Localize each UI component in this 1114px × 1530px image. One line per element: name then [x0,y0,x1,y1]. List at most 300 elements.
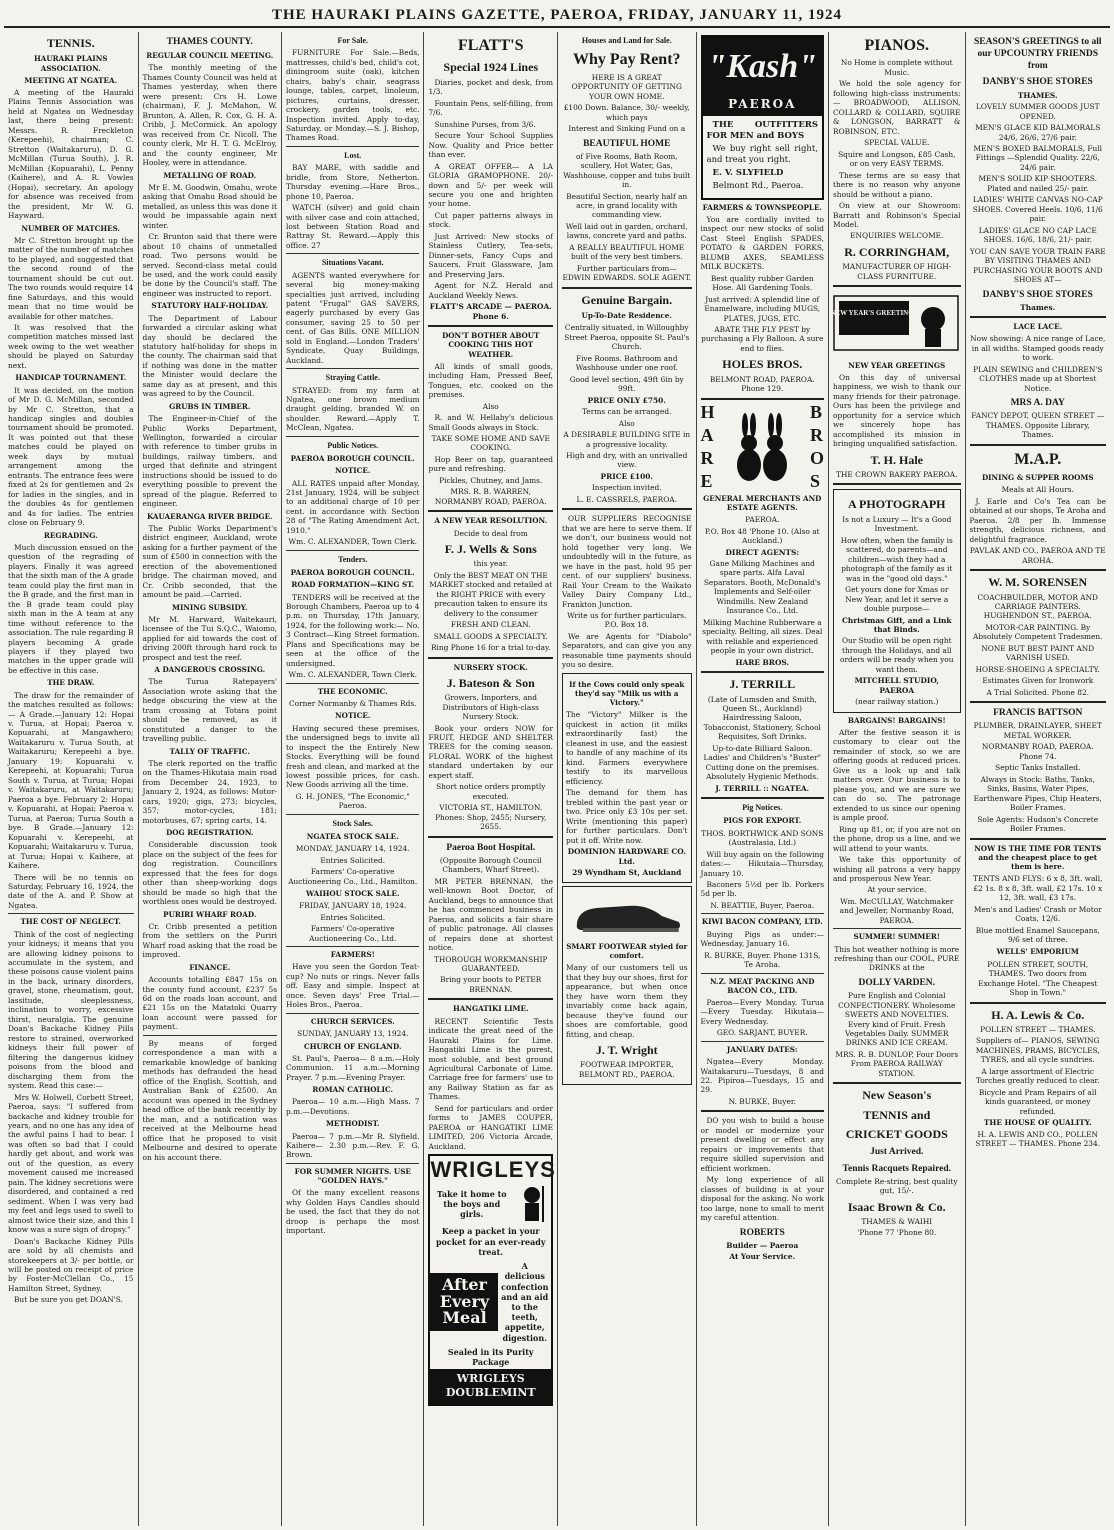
wrigleys-ad [428,1154,556,1405]
new-season: New Season's [862,1088,932,1103]
photograph-ad [833,489,961,712]
text: ENQUIRIES WELCOME. [850,231,944,241]
column-8 [966,32,1110,1526]
text: Ring up 81, or, if you are not on the phone, drop us a line, and we will attend to your wants. [833,824,961,853]
danbys-name: DANBY'S SHOE STORES [982,77,1093,88]
text: Ngatea—Every Monday. Waitakaruru—Tuesdays, 8 and 22. Pipiroa—Tuesdays, 15 and 29. [700,1057,825,1095]
thames-county-heading: THAMES COUNTY. [166,37,253,47]
divider [970,569,1106,571]
divider [143,1035,277,1036]
divider [286,1163,419,1164]
text: The demand for them has trebled within the past year or two. Price only £3 10s per set. Write (mentioning this paper) for further particulars. Don't put it off. Write now. [566,788,688,845]
dolly-varden: DOLLY VARDEN. [858,977,936,988]
divider [701,913,825,914]
houses-heading: Houses and Land for Sale. [581,36,672,45]
text: This hot weather nothing is more refreshing than our COOL, PURE DRINKS at the [834,944,960,973]
text: Builder — Paeroa [726,1240,799,1250]
paragraph: The Public Works Department's district engineer, Auckland, wrote asking for a further payment of the sum of £500 in connection with the erection of the abovementioned bridge. The chairman moved, and Cr. Cribb seconded, that the amount be paid.—Carried. [142,523,277,600]
text: Agent for N.Z. Herald and Auckland Weekly News. [428,281,553,300]
text: GEO. SARJANT, BUYER. [716,1028,808,1038]
text: Decide to deal from [453,528,528,538]
text: DOMINION HARDWARE CO. Ltd. [567,847,686,866]
paragraph: Mr M. Harward, Waitekauri, licensee of the Tui S.Q.C., Waiomo, applied for aid towards the cost of driving 200ft through hard rock to prospect and test the reef. [142,614,277,662]
text: this year. [473,559,508,569]
text: (Late of Lumsden and Smith, Queen St., Auckland) Hairdressing Saloon, Tobacconist, Stationery, School Requisites, Soft Drinks. [703,694,821,742]
divider [286,253,419,254]
text: POLLEN STREET, SOUTH, THAMES. Two doors from Exchange Hotel. "The Cheapest Shop in Town." [978,959,1098,998]
text: PAEROA. [745,515,780,525]
text: £100 Down. Balance, 30/- weekly, which pays [563,103,690,122]
subheading: HANDICAP TOURNAMENT. [15,373,127,383]
text: OUR SUPPLIERS RECOGNISE that we are here to serve them. If we don't, our business would not hold together very long. We undoubtedly will in the future, as we have in the past, hold 95 per cent. of our suppliers' business. Rail Your Cream to the Waikato Valley Dairy Company Ltd., Frankton Junction. [562,514,692,609]
paragraph: Accounts totalling £847 15s on the county fund account, £237 5s 6d on the roads loan account, and £21 15s on the Matatoki Quarry loan account were passed for payment. [142,975,277,1032]
text: NORMANBY ROAD, PAEROA. Phone 74. [981,742,1094,761]
kash-logo: "Kash" [703,37,823,97]
subheading: PURIRI WHARF ROAD. [163,909,257,919]
text: HARE BROS. [735,657,790,667]
subheading: GENERAL MERCHANTS AND ESTATE AGENTS. [703,493,822,512]
subheading: REGRADING. [43,530,98,540]
paragraph: But be sure you get DOAN'S. [14,1295,123,1305]
text: Ring Phone 16 for a trial to-day. [430,643,551,653]
paragraph: A meeting of the Hauraki Plains Tennis Association was held at Ngatea on Wednesday last, there being present: Messrs. R. Freckleton (Kerepeehi), chairman; C. Stretton (Waitakaruru), D. G. McMillan (Turua South), J. R. McMillan (Kopuarahi), L. Penny (Kaihere), and A. R. Vowles (Hopai), secretary. An apology for absence was received from the president, Mr W. G. Hayward. [8,88,134,221]
paragraph: The Turua Ratepayers' Association wrote asking that the hedge obscuring the view at the tram crossing at Totara point should be removed, as it constituted a danger to the travelling public. [142,677,277,744]
divider [701,797,825,799]
letter: H [700,401,715,422]
text: We are Agents for "Diabolo" Separators, and can give you any reasonable time payments should you so desire. [562,631,692,670]
subheading: NOW IS THE TIME FOR TENTS and the cheapest place to get them is here. [974,843,1102,871]
text: HERE IS A GREAT OPPORTUNITY OF GETTING YOUR OWN HOME. [571,72,682,101]
text: PRICE £100. [600,471,653,481]
text: THE OUTFITTERS FOR MEN and BOYS [706,120,819,142]
text: LADIES' WHITE CANVAS NO-CAP SHOES. Covered Heels. 10/6, 11/6 pair. [972,195,1103,224]
text: We take this opportunity of wishing all patrons a very happy and prosperous New Year. [833,855,961,883]
divider [286,814,419,815]
public-notices-heading: Public Notices. [327,440,379,450]
text: At your service. [867,885,927,895]
corringham-name: R. CORRINGHAM, [844,244,950,259]
tenders-heading: Tenders. [338,554,368,564]
subheading: Up-To-Date Residence. [581,311,672,321]
new-year-illustration [833,295,959,351]
subheading: KIWI BACON COMPANY, LTD. [701,917,823,927]
text: 29 Wyndham St, Auckland [572,867,682,877]
text: ABATE THE FLY PEST by purchasing a Fly Balloon. A sure end to flies. [701,324,824,353]
divider [833,928,961,929]
text: Short notice orders promptly executed. [436,782,546,801]
text: THOROUGH WORKMANSHIP GUARANTEED. [433,954,548,974]
just-arrived: Just Arrived. [870,1147,924,1158]
text: Take it home to the boys and girls. [436,1189,507,1220]
subheading: DON'T BOTHER ABOUT COOKING THIS HOT WEATHER. [442,331,540,359]
divider [562,287,692,289]
paragraph: It was decided, on the motion of Mr D. G. McMillan, seconded by Mr C. Stretton, that a handicap singles and doubles tournament should be promoted. It was pointed out that these matches could be played on week days by mutual arrangement among the entrants. The entrance fees were fixed at 2s for gentlemen and 2s for ladies in the singles, and in the doubles 4s for gentlemen and 4s for ladies. The entries close on February 9. [8,385,134,528]
subheading: A PHOTOGRAPH [848,497,946,512]
text: Thames. [1020,302,1056,312]
subheading: FOR SUMMER NIGHTS. USE "GOLDEN HAYS." [294,1166,411,1186]
seasons-greetings: SEASON'S GREETINGS to all our UPCOUNTRY FRIENDS from [974,37,1102,72]
for-sale-heading: For Sale. [337,36,368,45]
text: Belmont Rd., Paeroa. [712,180,804,191]
text: PLUMBER, DRAINLAYER, SHEET METAL WORKER. [973,721,1102,740]
text: A delicious confection and an aid to the teeth, appetite, digestion. [501,1261,549,1343]
text: LOVELY SUMMER GOODS JUST OPENED. [975,102,1100,121]
divider [8,913,134,914]
danbys-name: DANBY'S SHOE STORES [982,289,1093,300]
text: MEN'S GLACE KID BALMORALS 24/6, 26/6, 27/6 pair. [975,123,1101,142]
subheading: GRUBS IN TIMBER. [169,401,251,411]
text: A Trial Solicited. Phone 82. [986,687,1090,697]
text: Complete Re-string, best quality gut, 15/-. [835,1176,958,1196]
mrs-day-name: MRS A. DAY [1010,398,1065,409]
text: Meals at All Hours. [1001,485,1074,495]
paragraph: There will be no tennis on Saturday, February 16, 1924, the date of the A. and P. Show at Ngatea. [8,872,134,910]
text: A GREAT OFFER— A LA GLORIA GRAMOPHONE. 20/- down and 5/- per week will secure you one and brighten your home. [428,161,553,209]
text: FANCY DEPOT, QUEEN STREET — THAMES. Opposite Library, Thames. [971,411,1105,440]
hpa-subheading: HAURAKI PLAINS ASSOCIATION. [34,54,108,73]
divider [286,1013,419,1014]
text: Farmers' Co-operative Auctioneering Co., Ltd. [309,924,397,943]
classified-ad: FURNITURE For Sale.—Beds, mattresses, child's bed, child's cot, diningroom suite (oak), kitchen chairs, baby's chair, seagrass lounge, tables, carpet, linoleum, pictures, curtains, dresser, crockery, garden tools, etc. Inspection invited. Apply to-day, Saturday, or Monday.—S. J. Bishop, Thames Road. [286,48,420,143]
text: Estimates Given for Ironwork [982,676,1094,686]
isaac-brown-name: Isaac Brown & Co. [847,1199,946,1214]
text: Sealed in its Purity Package [447,1346,534,1368]
wrigleys-title: WRIGLEYS [430,1157,556,1183]
subheading: METALLING OF ROAD. [163,170,257,180]
text: POLLEN STREET — THAMES. [980,1024,1096,1034]
text: R. BURKE, Buyer. Phone 131S, Te Aroha. [704,950,821,970]
text: Men's and Ladies' Crash or Motor Coats, 12/6. [973,904,1102,924]
text: THE CROWN BAKERY PAEROA. [836,470,958,479]
subheading: N.Z. MEAT PACKING AND BACON CO., LTD. [709,976,815,995]
text: DO you wish to build a house or model or modernize your present dwelling or effect any repairs or improvements that require skilled supervision and efficient workmen. [700,1116,825,1173]
text: DIRECT AGENTS: [725,547,800,557]
text: FLATT'S ARCADE — PAEROA. Phone 6. [429,302,552,321]
text: Best quality rubber Garden Hose. All Gardening Tools. [710,273,814,293]
after-every-meal: After Every Meal [430,1273,498,1331]
divider [833,285,961,287]
hare-bros-logo [700,401,825,491]
divider [286,368,419,369]
text: Always in Stock: Baths, Tanks, Sinks, Basins, Water Pipes, Earthenware Pipes, Chip Heaters, Boiler Frames. [973,774,1102,813]
text: Entries Solicited. [320,912,386,922]
text: MEN'S BOXED BALMORALS, Full Fittings —Splendid Quality. 22/6, 24/6 pair. [973,143,1103,172]
battson-name: FRANCIS BATTSON [993,708,1083,719]
subheading: FARMERS & TOWNSPEOPLE. [702,202,822,212]
letter: O [809,447,824,468]
column-7 [829,32,966,1526]
text: MEN'S SOLID KIP SHOOTERS. Plated and nailed 25/- pair. [978,174,1098,193]
divider [701,398,825,400]
lewis-name: H. A. Lewis & Co. [991,1007,1085,1022]
text: Also [618,418,635,428]
text: Many of our customers tell us that they buy our shoes, first for appearance, but when once they have worn them they invariably come back again, because they've found our shoes are comfortable, good fitting, and cheap. [566,963,688,1039]
text: SMALL GOODS A SPECIALTY. [433,631,548,641]
subheading: SUMMER! SUMMER! [853,932,940,942]
text: Blue mottled Enamel Saucepans, 9/6 set of three. [975,925,1100,945]
text: Sole Agents: Hudson's Concrete Boiler Frames. [977,814,1099,834]
text: of Five Rooms, Bath Room, scullery, Hot Water, Gas, Washhouse, copper and tubs built in. [563,151,691,190]
text: Book your orders NOW for FRUIT, HEDGE AND SHELTER TREES for the coming season. FLORAL WORK of the highest standard undertaken by our expert staff. [428,723,553,780]
paragraph: The monthly meeting of the Thames County Council was held at Thames yesterday, when there were present: Crs H. Lowe (chairman), F. J. McMahon, W. Brunton, A. Allen, R. Cox, G. H. A. Cribb, J. McCormick. An apology was received from Cr. Nicoll. The county clerk, Mr H. T. G. McElroy, and the county engineer, Mr Hooley, were in attendance. [142,63,277,168]
text: Well laid out in garden, orchard, lawns, concrete yard and paths. [565,221,688,241]
text: FRESH AND CLEAN. [450,620,531,630]
greeting-banner: NEW YEAR'S GREETINGS [833,309,918,318]
divider [701,1041,825,1042]
text: N. BEATTIE, Buyer, Paeroa. [710,900,815,910]
text: VICTORIA ST., HAMILTON. Phones: Shop, 2455; Nursery, 2655. [435,803,547,832]
text: NONE BUT BEST PAINT AND VARNISH USED. [981,643,1095,663]
divider [701,1110,825,1112]
subheading: CHURCH OF ENGLAND. [303,1041,402,1051]
text: MOTOR-CAR PAINTING. By Absolutely Competent Tradesmen. [972,622,1103,642]
subheading: REGULAR COUNCIL MEETING. [146,51,274,61]
text: R. and W. Hellaby's delicious Small Goods always in Stock. [428,413,553,432]
text: Entries Solicited. [320,855,386,865]
text: COACHBUILDER, MOTOR AND CARRIAGE PAINTERS. HUGHENDON ST., PAEROA. [977,592,1098,621]
hare-letters [701,401,715,493]
text: MRS. R. B. DUNLOP, Four Doors From PAEROA RAILWAY STATION. [835,1049,959,1078]
text: THE HOUSE OF QUALITY. [983,1118,1092,1128]
subheading: LACE LACE. [1013,322,1063,332]
text: P.O. Box 48 'Phone 10. (Also at Auckland.) [704,526,820,546]
situations-heading: Situations Vacant. [321,258,384,268]
wrigleys-row [430,1184,551,1224]
sale-heading: WAIHOU STOCK SALE. [306,889,400,899]
divider [833,1082,961,1084]
text: HORSE-SHOEING A SPECIALTY. [975,664,1100,674]
masthead: THE HAURAKI PLAINS GAZETTE, PAEROA, FRIDAY, JANUARY 11, 1924 [4,4,1110,28]
text: MANUFACTURER OF HIGH-CLASS FURNITURE. [842,262,952,281]
column-3 [282,32,424,1526]
signature: Wm. C. ALEXANDER, Town Clerk. [288,537,417,547]
hale-name: T. H. Hale [870,452,923,467]
map-name: M.A.P. [1014,450,1062,468]
letter: E [700,470,713,491]
text: SPECIAL VALUE. [864,138,930,148]
stock-sales-heading: Stock Sales. [332,818,373,828]
text: Wm. McCULLAY, Watchmaker and Jeweller, Normanby Road, PAEROA. [839,896,954,925]
text: Christmas Gift, and a Link that Binds. [842,615,952,634]
text: 'Phone 77 'Phone 80. [857,1228,937,1238]
text: Suppliers of— PIANOS, SEWING MACHINES, PRAMS, BICYCLES, TYRES, and all cycle sundries. [975,1036,1100,1065]
notice-text: TENDERS will be received at the Borough Chambers, Paeroa up to 4 p.m. on Thursday, 17th January, 1924, for the following work:— No. 3 Contract—King Street formation. Plans and Specifications may be seen at the office of the undersigned. [286,592,420,668]
divider [970,316,1106,318]
subheading: If the Cows could only speak they'd say "Milk us with a Victory." [569,679,685,708]
text: Keep a packet in your pocket for an ever-ready treat. [435,1226,546,1257]
text: LADIES' GLACE NO CAP LACE SHOES. 16/6, 18/6, 21/- pair. [978,225,1097,245]
classified-ad: BAY MARE, with saddle and bridle, from Store, Netherton. Thursday evening.—Hare Bros., phone 10, Paeroa. [286,163,420,201]
text: Up-to-date Billiard Saloon. Ladies' and Children's "Buster" Cutting done on the premises. Absolutely Hygienic Methods. [703,743,822,782]
economic-heading: THE ECONOMIC. [317,686,388,696]
divider [428,657,553,659]
text: Interest and Sinking Fund on a [568,124,686,134]
kash-ad [701,35,825,200]
wrigleys-row [430,1259,551,1345]
divider [428,325,553,327]
sale-heading: NGATEA STOCK SALE. [306,832,399,842]
signature: Wm. C. ALEXANDER, Town Clerk. [288,670,417,680]
subheading: DOG REGISTRATION. [166,828,254,838]
text: Pure English and Colonial CONFECTIONERY. Wholesome SWEETS AND NOVELTIES. Every kind of Fruit. Fresh Vegetables Daily. SUMMER DRINKS AND ICE CREAM. [838,991,956,1048]
notice-heading: NOTICE. [335,466,371,476]
column-6 [697,32,830,1526]
text: At Your Service. [729,1252,796,1262]
text: A REALLY BEAUTIFUL HOME built of the very best timbers. [569,242,685,262]
text: Beautiful Section, nearly half an acre, in grand locality with commanding view. [566,191,688,220]
text: Also [482,401,499,411]
column-4 [424,32,558,1526]
subheading: BARGAINS! BARGAINS! [847,715,946,725]
subheading: HANGATIKI LIME. [453,1004,529,1014]
paragraph: The Department of Labour forwarded a circular asking what day should be declared the statutory half-holiday for shops in the county. The chairman said that if nothing was done in the matter the Minister would declare the same day as at present, and this was agreed to by the Council. [142,313,277,399]
why-pay-rent: Why Pay Rent? [572,51,681,69]
text: My long experience of all classes of building is at your disposal for the asking. No work too large, none to small to merit my careful attention. [700,1175,825,1223]
text: MITCHELL STUDIO, PAEROA [854,676,939,695]
divider [286,550,419,551]
text: Fountain Pens, self-filling, from 7/6. [428,98,553,118]
text: Squire and Longson, £85 Cash, or on very EASY TERMS. [838,149,956,169]
text: SUNDAY, JANUARY 13, 1924. [297,1029,409,1039]
notice-text: ALL RATES unpaid after Monday, 21st January, 1924, will be subject to an additional charge of 10 per cent. in accordance with Section 28 of "The Rating Amendment Act, 1910." [286,478,420,535]
paragraph: Cr. Brunton said that there were about 10 chains of unmetalled road. Two persons would be served. Second-class metal could be used, and the work could easily be done by the Council's staff. The engineer was instructed to report. [142,232,277,298]
text: MR PETER BRENNAN, the well-known Boot Doctor, of Auckland, begs to announce that he has commenced business in Paeroa, and solicits a fair share of public patronage. All classes of repairs done at shortest notice. [428,876,553,953]
paragraph: Considerable discussion took place on the subject of the fees for dog registration. Councillors expressed that the fees for dogs other than sheep-working dogs should be made so high that the worthless ones would be destroyed. [142,840,277,907]
subheading: A NEW YEAR RESOLUTION. [434,516,548,526]
divider [286,946,419,947]
text: Septic Tanks Installed. [995,763,1081,773]
text: How often, when the family is scattered, do parents—and children—wish they had a photograph of the family as it was in the "good old days." [840,535,953,583]
text: Hop Beer on tap, guaranteed pure and refreshing. [428,454,553,474]
text: Have you seen the Gordon Teat-cup? No nuts or rings. Never falls off. Easy and simple. Inspect at once. Seven days' Free Trial.—Holes Bros., Paeroa. [286,962,420,1010]
letter: B [809,401,822,422]
footwear-ad [562,886,692,1085]
text: On view at our Showroom: Barratt and Robinson's Special Model. [833,201,961,229]
text: These terms are so easy that there is no reason why anyone should be without a piano. [833,170,961,199]
text: Paeroa— 7 p.m.—Mr R. Slyfield. Kaihere— 2.30 p.m.—Rev. F. G. Brown. [286,1131,420,1160]
text: Write us for further particulars. P.O. Box 18. [567,611,687,630]
divider [701,671,825,673]
boot-hospital-heading: Paeroa Boot Hospital. [446,842,536,853]
subheading: METHODIST. [325,1119,380,1129]
subheading: NURSERY STOCK. [453,662,528,672]
subheading: TALLY OF TRAFFIC. [169,746,250,756]
text: Diaries, pocket and desk, from 1/3. [428,77,553,97]
bateson-name: J. Bateson & Son [446,675,535,690]
text: TENTS AND FLYS: 6 x 8, 3ft. wall, £2 1s. 8 x 8, 3ft. wall, £2 17s. 10 x 12, 3ft. wall, £3 17s. [973,874,1103,903]
text: Paeroa—Every Monday. Turua—Every Tuesday. Hikutaia—Every Wednesday. [700,997,825,1026]
subheading: SMART FOOTWEAR styled for comfort. [566,941,688,961]
text: FOOTWEAR IMPORTER, BELMONT RD., PAEROA. [578,1060,675,1079]
text: Gane Milking Machines and spare parts. Alfa Laval Separators. Booth, McDonald's Implements and Self-oiler Windmills. New Zealand Insurance Co., Ltd. [703,559,821,616]
text: Milking Machine Rubberware a specialty. Belting, all sizes. Deal with reliable and experienced people in your own district. [702,617,823,656]
tennis-and: TENNIS and [863,1107,931,1122]
sale-date: MONDAY, JANUARY 14, 1924. [295,844,410,854]
text: TAKE SOME HOME AND SAVE COOKING. [431,434,550,453]
divider [970,838,1106,840]
sorensen-name: W. M. SORENSEN [988,575,1088,590]
racquets-repaired: Tennis Racquets Repaired. [842,1163,951,1174]
column-1 [4,32,139,1526]
pig-notices-heading: Pig Notices. [742,803,783,813]
text: Pickles, Chutney, and Jams. [439,475,543,485]
text: After the festive season it is customary to clear out the remainder of stock, so we are offering goods at reduced prices. Give us a look up and talk matters over. Our business is to please you, and we are sure we can do so. The patronage extended to us since our opening is ample proof. [833,727,961,823]
subheading: A DANGEROUS CROSSING. [154,665,266,675]
paragraph: Mr C. Stretton brought up the matter of the number of matches to be played, and suggested that the second round of the tournament should be cut out. The two rounds would require 14 fine Saturdays, and this would mean that no time would be available for other matches. [8,235,134,321]
text: We hold the sole agency for following high-class instruments:— BROADWOOD, ALLISON, COLLARD & COLLARD, SQUIRE & LONGSON, BARRATT & ROBINSON, ETC. [833,79,961,136]
divider [428,998,553,1000]
letter: R [809,424,823,445]
text: Growers, Importers, and Distributors of High-class Nursery Stock. [442,693,539,722]
subheading: JANUARY DATES: [726,1044,798,1054]
divider [701,973,825,974]
text: Is not a Luxury — It's a Good Investment. [842,514,952,534]
neglect-heading: THE COST OF NEGLECT. [20,917,121,927]
notice-heading: NOTICE. [335,711,371,721]
text: Of the many excellent reasons why Golden Hays Candles should be used, the fact that they do not droop is perhaps the most important. [286,1188,420,1236]
divider [970,1002,1106,1004]
text: Farmers' Co-operative Auctioneering Co., Ltd., Hamilton. [288,867,418,886]
road-heading: ROAD FORMATION—KING ST. [291,580,415,590]
text: Just arrived: A splendid line of Enamelware, including MUGS, PLATES, JUGS, ETC. [704,294,821,323]
genuine-bargain: Genuine Bargain. [581,292,673,307]
sale-date: FRIDAY, JANUARY 18, 1924. [299,901,407,911]
divider [970,444,1106,446]
roberts-name: ROBERTS [739,1227,785,1238]
text: BELMONT ROAD, PAEROA. Phone 129. [709,374,815,394]
text: Corner Normanby & Thames Rds. [288,698,417,708]
wrigleys-pack: WRIGLEYS DOUBLEMINT [430,1369,551,1403]
text: THAMES & WAIHI [861,1217,933,1227]
text: Our Studio will be open right through the Holidays, and all orders will be ready when you want them. [840,636,954,674]
meeting-subheading: MEETING AT NGATEA. [24,75,118,85]
text: Cut paper patterns always in stock. [428,210,553,230]
subheading: NEW YEAR GREETINGS [848,360,946,370]
subheading: KAUAERANGA RIVER BRIDGE. [146,511,273,521]
text: On this day of universal happiness, we wish to thank our many friends for their patronage. Ours has been the privilege and opportunity for a service which we sincerely hope has accomplished its mission in bringing unqualified satisfaction. [833,372,961,449]
notice-text: Having secured these premises, the undersigned begs to invite all to inspect the the Entirely New Stocks. Everything will be found fresh and clean, and marked at the lowest possible prices, for cash. New Goods arriving all the time. [286,723,420,790]
text: H. A. LEWIS AND CO., POLLEN STREET — THAMES. Phone 234. [975,1129,1101,1149]
columns [4,32,1110,1526]
victory-milker-ad [562,673,692,884]
flatts-subtitle: Special 1924 Lines [443,60,539,75]
divider [970,701,1106,703]
text: Centrally situated, in Willoughby Street Paeroa, opposite St. Paul's Church. [564,323,690,352]
text: We buy right sell right, and treat you right. [706,144,819,165]
text: Just Arrived: New stocks of Stainless Cutlery, Tea-sets, Dinner-sets, Fancy Cups and Saucers, Fruit Glassware, Jam and Preserving Jars. [428,231,553,279]
text: J. TERRILL :: NGATEA. [715,783,810,793]
paragraph: Mrs W. Holwell, Corbett Street, Paeroa, says: "I suffered from backache and kidney trouble for years, and no one has any idea of the awful pains I had to bear. I was often so bad that I could hardly get about, and work was out of the question, as every movement caused me increased pain. The kidney secretions were disordered, and contained a red sediment. When I was very bad my feet and legs used to swell to almost twice their size, and this I know was a sure sign of dropsy." [8,1092,134,1235]
text: Terms can be arranged. [582,407,672,417]
paragraph: It was resolved that the competition matches missed last week owing to the wet weather should be played on Saturday next. [8,323,134,370]
text: (near railway station.) [855,697,939,707]
subheading: DINING & SUPPER ROOMS [981,473,1094,483]
text: Get yours done for Xmas or New Year, and let it serve a double purpose— [845,585,949,614]
classified-ad: AGENTS wanted everywhere for several big money-making specialties just arrived, including patent "Frugal" GAS SAVERS, eagerly purchased by every Gas consumer, saving 25 to 50 per cent. of Gas Bills. ONE MILLION sold in England.—London Traders' Syndicate, Quay Buildings, Auckland. [286,270,420,365]
text: Inspection invited. [591,483,662,493]
straying-heading: Straying Cattle. [325,373,380,383]
text: St. Paul's, Paeroa— 8 a.m.—Holy Communion. 11 a.m.—Morning Prayer. 7 p.m.—Evening Prayer. [286,1053,420,1082]
text: L. E. CASSRELS, PAEROA. [576,494,677,504]
text: The "Victory" Milker is the quickest in action (it milks extraordinarily fast) the cleanest in use, and the easiest to handle of any machine of its kind. Farmers everywhere testify to its marvellous efficiency. [566,710,688,786]
text: You are cordially invited to inspect our new stocks of solid Cast Steel English SPADES, POTATO & GARDEN FORKS, BLUMB AXES, SEAMLESS MILK BUCKETS. [700,214,825,272]
council-heading: PAEROA BOROUGH COUNCIL. [290,454,415,464]
text: Send for particulars and order forms to JAMES COUPER, PAEROA or HANGATIKI LIME LIMITED, 206 Victoria Arcade, Auckland. [428,1103,553,1151]
beautiful-home: BEAUTIFUL HOME [583,138,671,149]
divider [286,436,419,437]
text: PLAIN SEWING and CHILDREN'S CLOTHES made up at Shortest Notice. [973,364,1103,393]
hares-icon [727,407,797,487]
